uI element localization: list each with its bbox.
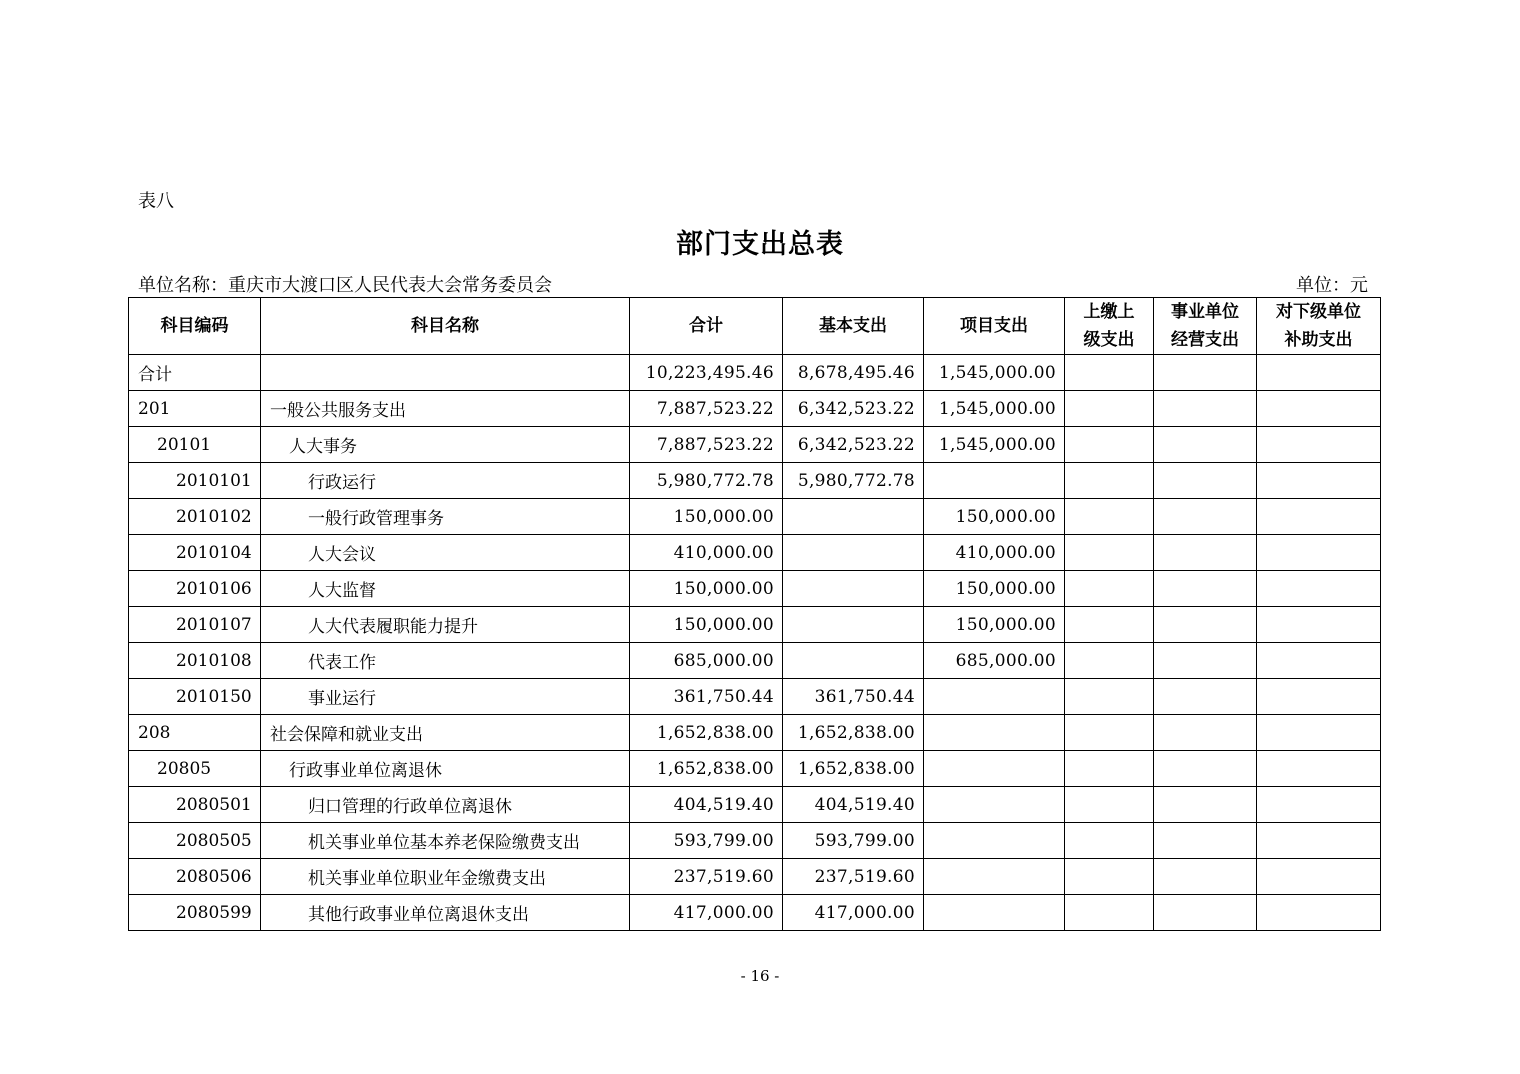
page-number: - 16 - — [740, 967, 780, 985]
cell-basic: 6,342,523.22 — [783, 427, 924, 463]
header-upper — [1065, 298, 1154, 355]
cell-business — [1154, 499, 1257, 535]
cell-code: 2010108 — [129, 643, 261, 679]
table-row — [129, 859, 1381, 895]
cell-code: 2010102 — [129, 499, 261, 535]
table-row — [129, 463, 1381, 499]
cell-upper — [1065, 679, 1154, 715]
cell-code: 2010150 — [129, 679, 261, 715]
cell-total: 1,652,838.00 — [630, 715, 783, 751]
cell-name: 机关事业单位职业年金缴费支出 — [261, 859, 630, 895]
cell-subsidy — [1257, 859, 1381, 895]
cell-subsidy — [1257, 535, 1381, 571]
cell-name: 行政运行 — [261, 463, 630, 499]
cell-business — [1154, 463, 1257, 499]
cell-total: 237,519.60 — [630, 859, 783, 895]
cell-project: 1,545,000.00 — [924, 391, 1065, 427]
cell-upper — [1065, 463, 1154, 499]
header-subsidy-line1: 对下级单位 — [1276, 302, 1361, 322]
cell-project: 1,545,000.00 — [924, 427, 1065, 463]
cell-subsidy — [1257, 823, 1381, 859]
cell-project: 410,000.00 — [924, 535, 1065, 571]
cell-basic: 404,519.40 — [783, 787, 924, 823]
header-upper-line1: 上缴上 — [1083, 302, 1135, 322]
cell-subsidy — [1257, 499, 1381, 535]
cell-subsidy — [1257, 715, 1381, 751]
cell-code: 合计 — [129, 355, 261, 391]
cell-total: 150,000.00 — [630, 499, 783, 535]
cell-total: 7,887,523.22 — [630, 427, 783, 463]
cell-basic: 361,750.44 — [783, 679, 924, 715]
table-row — [129, 499, 1381, 535]
cell-upper — [1065, 571, 1154, 607]
cell-basic: 6,342,523.22 — [783, 391, 924, 427]
cell-subsidy — [1257, 787, 1381, 823]
page-title: 部门支出总表 — [676, 229, 844, 260]
cell-subsidy — [1257, 463, 1381, 499]
cell-basic — [783, 571, 924, 607]
table-row — [129, 643, 1381, 679]
cell-project — [924, 715, 1065, 751]
cell-business — [1154, 427, 1257, 463]
header-business-line2: 经营支出 — [1171, 330, 1239, 350]
cell-code: 201 — [129, 391, 261, 427]
cell-name: 人大事务 — [261, 427, 630, 463]
header-basic: 基本支出 — [783, 298, 924, 355]
cell-upper — [1065, 643, 1154, 679]
cell-total: 685,000.00 — [630, 643, 783, 679]
cell-business — [1154, 751, 1257, 787]
cell-upper — [1065, 823, 1154, 859]
table-row — [129, 535, 1381, 571]
cell-name: 人大监督 — [261, 571, 630, 607]
header-subsidy-line2: 补助支出 — [1284, 330, 1353, 350]
cell-business — [1154, 391, 1257, 427]
table-row — [129, 715, 1381, 751]
table-row — [129, 787, 1381, 823]
cell-total: 417,000.00 — [630, 895, 783, 931]
cell-upper — [1065, 859, 1154, 895]
cell-name: 一般公共服务支出 — [261, 391, 630, 427]
cell-upper — [1065, 499, 1154, 535]
cell-project: 150,000.00 — [924, 607, 1065, 643]
cell-basic: 417,000.00 — [783, 895, 924, 931]
cell-business — [1154, 643, 1257, 679]
cell-project — [924, 895, 1065, 931]
cell-business — [1154, 859, 1257, 895]
cell-upper — [1065, 787, 1154, 823]
header-name: 科目名称 — [261, 298, 630, 355]
cell-total: 7,887,523.22 — [630, 391, 783, 427]
cell-total: 361,750.44 — [630, 679, 783, 715]
cell-name: 机关事业单位基本养老保险缴费支出 — [261, 823, 630, 859]
cell-upper — [1065, 391, 1154, 427]
cell-basic — [783, 499, 924, 535]
cell-total: 593,799.00 — [630, 823, 783, 859]
header-upper-line2: 级支出 — [1083, 330, 1135, 350]
cell-name: 代表工作 — [261, 643, 630, 679]
cell-business — [1154, 787, 1257, 823]
cell-subsidy — [1257, 679, 1381, 715]
cell-basic: 8,678,495.46 — [783, 355, 924, 391]
cell-name: 一般行政管理事务 — [261, 499, 630, 535]
header-code: 科目编码 — [129, 298, 261, 355]
table-header-row — [129, 298, 1381, 355]
header-project: 项目支出 — [924, 298, 1065, 355]
cell-total: 5,980,772.78 — [630, 463, 783, 499]
header-total: 合计 — [630, 298, 783, 355]
cell-code: 2080599 — [129, 895, 261, 931]
expense-summary-table — [128, 297, 1381, 931]
cell-basic: 1,652,838.00 — [783, 715, 924, 751]
currency-unit-label: 单位：元 — [1296, 275, 1368, 296]
cell-subsidy — [1257, 751, 1381, 787]
unit-name: 单位名称：重庆市大渡口区人民代表大会常务委员会 — [138, 275, 552, 296]
cell-business — [1154, 535, 1257, 571]
cell-basic — [783, 607, 924, 643]
cell-basic: 5,980,772.78 — [783, 463, 924, 499]
cell-project: 1,545,000.00 — [924, 355, 1065, 391]
cell-total: 404,519.40 — [630, 787, 783, 823]
table-row — [129, 823, 1381, 859]
cell-subsidy — [1257, 571, 1381, 607]
cell-name: 人大代表履职能力提升 — [261, 607, 630, 643]
cell-code: 20101 — [129, 427, 261, 463]
cell-subsidy — [1257, 607, 1381, 643]
cell-upper — [1065, 535, 1154, 571]
cell-business — [1154, 607, 1257, 643]
cell-business — [1154, 895, 1257, 931]
cell-code: 2010104 — [129, 535, 261, 571]
cell-business — [1154, 679, 1257, 715]
header-business — [1154, 298, 1257, 355]
cell-upper — [1065, 427, 1154, 463]
cell-project — [924, 679, 1065, 715]
cell-basic: 237,519.60 — [783, 859, 924, 895]
cell-upper — [1065, 751, 1154, 787]
cell-business — [1154, 355, 1257, 391]
cell-total: 1,652,838.00 — [630, 751, 783, 787]
table-row — [129, 355, 1381, 391]
cell-upper — [1065, 355, 1154, 391]
cell-project — [924, 787, 1065, 823]
cell-basic — [783, 535, 924, 571]
cell-project: 150,000.00 — [924, 571, 1065, 607]
cell-project — [924, 463, 1065, 499]
cell-business — [1154, 715, 1257, 751]
cell-code: 2080501 — [129, 787, 261, 823]
table-label: 表八 — [138, 191, 174, 212]
cell-project — [924, 859, 1065, 895]
cell-business — [1154, 571, 1257, 607]
cell-subsidy — [1257, 391, 1381, 427]
cell-code: 20805 — [129, 751, 261, 787]
cell-upper — [1065, 895, 1154, 931]
cell-upper — [1065, 607, 1154, 643]
table-row — [129, 427, 1381, 463]
cell-name: 社会保障和就业支出 — [261, 715, 630, 751]
cell-project — [924, 751, 1065, 787]
cell-project — [924, 823, 1065, 859]
cell-basic: 593,799.00 — [783, 823, 924, 859]
cell-business — [1154, 823, 1257, 859]
cell-total: 410,000.00 — [630, 535, 783, 571]
cell-subsidy — [1257, 427, 1381, 463]
header-subsidy — [1257, 298, 1381, 355]
table-body — [129, 355, 1381, 931]
cell-subsidy — [1257, 895, 1381, 931]
cell-code: 2010101 — [129, 463, 261, 499]
cell-name: 人大会议 — [261, 535, 630, 571]
cell-name: 其他行政事业单位离退休支出 — [261, 895, 630, 931]
cell-basic: 1,652,838.00 — [783, 751, 924, 787]
cell-name: 归口管理的行政单位离退休 — [261, 787, 630, 823]
cell-total: 150,000.00 — [630, 571, 783, 607]
cell-name: 行政事业单位离退休 — [261, 751, 630, 787]
cell-name — [261, 355, 630, 391]
table-row — [129, 391, 1381, 427]
table-row — [129, 895, 1381, 931]
cell-code: 2080505 — [129, 823, 261, 859]
cell-project: 685,000.00 — [924, 643, 1065, 679]
cell-upper — [1065, 715, 1154, 751]
cell-code: 2010107 — [129, 607, 261, 643]
table-row — [129, 679, 1381, 715]
cell-total: 10,223,495.46 — [630, 355, 783, 391]
cell-code: 2080506 — [129, 859, 261, 895]
header-business-line1: 事业单位 — [1171, 302, 1239, 322]
cell-total: 150,000.00 — [630, 607, 783, 643]
table-row — [129, 571, 1381, 607]
table-row — [129, 751, 1381, 787]
cell-code: 2010106 — [129, 571, 261, 607]
cell-basic — [783, 643, 924, 679]
cell-project: 150,000.00 — [924, 499, 1065, 535]
cell-subsidy — [1257, 355, 1381, 391]
cell-name: 事业运行 — [261, 679, 630, 715]
cell-code: 208 — [129, 715, 261, 751]
cell-subsidy — [1257, 643, 1381, 679]
table-row — [129, 607, 1381, 643]
